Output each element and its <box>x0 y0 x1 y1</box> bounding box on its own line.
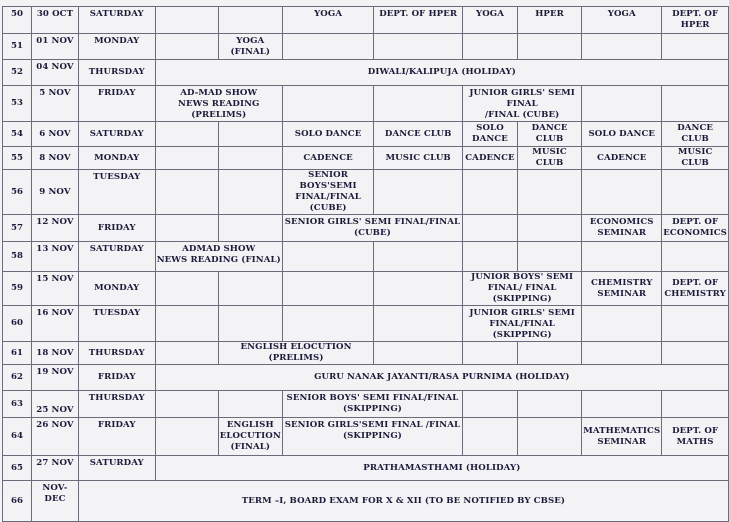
day-cell: MONDAY <box>78 272 155 306</box>
event-cell: CADENCE <box>463 147 518 170</box>
serial-number: 54 <box>3 122 32 147</box>
serial-number: 55 <box>3 147 32 170</box>
event-cell: ADMAD SHOW NEWS READING (FINAL) <box>155 242 282 272</box>
holiday-cell <box>155 456 728 481</box>
empty-cell <box>155 34 218 60</box>
event-cell: DANCE CLUB <box>662 122 729 147</box>
date-cell: 04 NOV <box>32 60 79 86</box>
event-cell: DEPT. OF MATHS <box>662 418 729 456</box>
empty-cell <box>155 215 218 242</box>
date-cell: 18 NOV <box>32 342 79 365</box>
empty-cell <box>517 342 581 365</box>
holiday-label: (HOLIDAY) <box>515 372 570 382</box>
date-cell: 27 NOV <box>32 456 79 481</box>
empty-cell <box>582 86 662 122</box>
holiday-label: (HOLIDAY) <box>461 67 516 77</box>
empty-cell <box>662 242 729 272</box>
holiday-label: (HOLIDAY) <box>465 462 521 473</box>
empty-cell <box>517 34 581 60</box>
empty-cell <box>155 122 218 147</box>
date-cell: 30 OCT <box>32 7 79 34</box>
table-row <box>3 272 729 306</box>
empty-cell <box>463 170 518 215</box>
serial-number: 66 <box>3 481 32 522</box>
holiday-text: GURU NANAK JAYANTI/RASA PURNIMA <box>314 372 512 382</box>
serial-number: 52 <box>3 60 32 86</box>
empty-cell <box>218 272 282 306</box>
serial-number: 53 <box>3 86 32 122</box>
table-row <box>3 342 729 365</box>
date-cell: 13 NOV <box>32 242 79 272</box>
empty-cell <box>582 34 662 60</box>
date-cell: 5 NOV <box>32 86 79 122</box>
holiday-text: PRATHAMASTHAMI <box>363 462 463 473</box>
serial-number: 62 <box>3 365 32 391</box>
empty-cell <box>662 391 729 418</box>
date-cell: 19 NOV <box>32 365 79 391</box>
empty-cell <box>282 242 374 272</box>
event-cell: SENIOR GIRLS' SEMI FINAL/FINAL (CUBE) <box>282 215 462 242</box>
event-cell: CADENCE <box>282 147 374 170</box>
empty-cell <box>517 170 581 215</box>
empty-cell <box>155 170 218 215</box>
event-cell: DEPT. OF CHEMISTRY <box>662 272 729 306</box>
empty-cell <box>374 306 463 342</box>
serial-number: 50 <box>3 7 32 34</box>
empty-cell <box>374 170 463 215</box>
day-cell: FRIDAY <box>78 365 155 391</box>
date-cell: 8 NOV <box>32 147 79 170</box>
table-row <box>3 242 729 272</box>
event-cell: YOGA <box>463 7 518 34</box>
day-cell: SATURDAY <box>78 122 155 147</box>
table-row <box>3 147 729 170</box>
table-row <box>3 456 729 481</box>
empty-cell <box>155 418 218 456</box>
empty-cell <box>517 242 581 272</box>
empty-cell <box>155 342 218 365</box>
event-cell: MUSIC CLUB <box>517 147 581 170</box>
day-cell: FRIDAY <box>78 418 155 456</box>
event-cell: MATHEMATICS SEMINAR <box>582 418 662 456</box>
serial-number: 59 <box>3 272 32 306</box>
event-cell: AD-MAD SHOW NEWS READING (PRELIMS) <box>155 86 282 122</box>
event-cell: YOGA <box>582 7 662 34</box>
event-cell: SENIOR BOYS' SEMI FINAL/FINAL (SKIPPING) <box>282 391 462 418</box>
empty-cell <box>582 170 662 215</box>
day-cell: SATURDAY <box>78 456 155 481</box>
table-row <box>3 365 729 391</box>
serial-number: 58 <box>3 242 32 272</box>
day-cell: TUESDAY <box>78 170 155 215</box>
table-row <box>3 86 729 122</box>
empty-cell <box>155 391 218 418</box>
event-cell: CADENCE <box>582 147 662 170</box>
holiday-cell <box>155 60 728 86</box>
day-cell: MONDAY <box>78 34 155 60</box>
date-cell: 12 NOV <box>32 215 79 242</box>
event-cell: MUSIC CLUB <box>374 147 463 170</box>
empty-cell <box>582 242 662 272</box>
empty-cell <box>282 34 374 60</box>
date-cell: 26 NOV <box>32 418 79 456</box>
serial-number: 61 <box>3 342 32 365</box>
empty-cell <box>662 306 729 342</box>
empty-cell <box>463 34 518 60</box>
empty-cell <box>282 86 374 122</box>
table-row <box>3 418 729 456</box>
event-cell: ENGLISH ELOCUTION (PRELIMS) <box>218 342 374 365</box>
day-cell: SATURDAY <box>78 242 155 272</box>
day-cell: FRIDAY <box>78 86 155 122</box>
empty-cell <box>155 306 218 342</box>
empty-cell <box>582 306 662 342</box>
serial-number: 51 <box>3 34 32 60</box>
empty-cell <box>517 418 581 456</box>
event-cell: DEPT. OF ECONOMICS <box>662 215 729 242</box>
holiday-text: DIWALI/KALIPUJA <box>367 67 459 77</box>
event-cell: ENGLISH ELOCUTION (FINAL) <box>218 418 282 456</box>
empty-cell <box>662 34 729 60</box>
event-cell: MUSIC CLUB <box>662 147 729 170</box>
empty-cell <box>155 147 218 170</box>
event-cell: HPER <box>517 7 581 34</box>
empty-cell <box>517 215 581 242</box>
day-cell: TUESDAY <box>78 306 155 342</box>
holiday-cell <box>155 365 728 391</box>
empty-cell <box>662 170 729 215</box>
event-cell: SENIOR BOYS'SEMI FINAL/FINAL (CUBE) <box>282 170 374 215</box>
event-cell: SOLO DANCE <box>582 122 662 147</box>
table-row <box>3 391 729 418</box>
event-cell: JUNIOR GIRLS' SEMI FINAL/FINAL (SKIPPING) <box>463 306 582 342</box>
exam-notice-cell <box>78 481 728 522</box>
event-cell: SOLO DANCE <box>282 122 374 147</box>
serial-number: 57 <box>3 215 32 242</box>
event-cell: DANCE CLUB <box>374 122 463 147</box>
table-row <box>3 170 729 215</box>
serial-number: 65 <box>3 456 32 481</box>
day-cell: MONDAY <box>78 147 155 170</box>
table-row <box>3 306 729 342</box>
empty-cell <box>374 342 463 365</box>
table-row <box>3 215 729 242</box>
empty-cell <box>218 7 282 34</box>
event-cell: JUNIOR BOYS' SEMI FINAL/ FINAL (SKIPPING) <box>463 272 582 306</box>
empty-cell <box>463 215 518 242</box>
empty-cell <box>374 34 463 60</box>
event-cell: SOLO DANCE <box>463 122 518 147</box>
empty-cell <box>218 122 282 147</box>
event-cell: YOGA (FINAL) <box>218 34 282 60</box>
serial-number: 60 <box>3 306 32 342</box>
serial-number: 64 <box>3 418 32 456</box>
table-row <box>3 60 729 86</box>
date-cell: NOV-DEC <box>32 481 79 522</box>
empty-cell <box>517 391 581 418</box>
empty-cell <box>218 147 282 170</box>
empty-cell <box>218 170 282 215</box>
empty-cell <box>463 391 518 418</box>
empty-cell <box>463 418 518 456</box>
serial-number: 63 <box>3 391 32 418</box>
empty-cell <box>582 391 662 418</box>
empty-cell <box>218 215 282 242</box>
day-cell: THURSDAY <box>78 60 155 86</box>
event-cell: ECONOMICS SEMINAR <box>582 215 662 242</box>
activity-schedule-table <box>2 6 729 522</box>
empty-cell <box>282 272 374 306</box>
exam-notice-text: TERM –I, BOARD EXAM FOR X & XII <box>241 495 422 506</box>
event-cell: JUNIOR GIRLS' SEMI FINAL /FINAL (CUBE) <box>463 86 582 122</box>
table-row <box>3 122 729 147</box>
empty-cell <box>218 391 282 418</box>
date-cell: 15 NOV <box>32 272 79 306</box>
empty-cell <box>218 306 282 342</box>
empty-cell <box>374 272 463 306</box>
empty-cell <box>662 86 729 122</box>
event-cell: SENIOR GIRLS'SEMI FINAL /FINAL (SKIPPING) <box>282 418 462 456</box>
date-cell: 25 NOV <box>32 391 79 418</box>
event-cell: DEPT. OF HPER <box>662 7 729 34</box>
table-row <box>3 481 729 522</box>
event-cell: CHEMISTRY SEMINAR <box>582 272 662 306</box>
date-cell: 01 NOV <box>32 34 79 60</box>
empty-cell <box>155 7 218 34</box>
day-cell: THURSDAY <box>78 342 155 365</box>
day-cell: FRIDAY <box>78 215 155 242</box>
empty-cell <box>463 242 518 272</box>
empty-cell <box>374 86 463 122</box>
date-cell: 6 NOV <box>32 122 79 147</box>
empty-cell <box>463 342 518 365</box>
day-cell: THURSDAY <box>78 391 155 418</box>
table-row <box>3 7 729 34</box>
date-cell: 9 NOV <box>32 170 79 215</box>
empty-cell <box>374 242 463 272</box>
event-cell: DEPT. OF HPER <box>374 7 463 34</box>
serial-number: 56 <box>3 170 32 215</box>
table-row <box>3 34 729 60</box>
day-cell: SATURDAY <box>78 7 155 34</box>
empty-cell <box>582 342 662 365</box>
empty-cell <box>155 272 218 306</box>
empty-cell <box>662 342 729 365</box>
event-cell: DANCE CLUB <box>517 122 581 147</box>
empty-cell <box>282 306 374 342</box>
date-cell: 16 NOV <box>32 306 79 342</box>
exam-notice-note: (TO BE NOTIFIED BY CBSE) <box>424 495 566 506</box>
event-cell: YOGA <box>282 7 374 34</box>
